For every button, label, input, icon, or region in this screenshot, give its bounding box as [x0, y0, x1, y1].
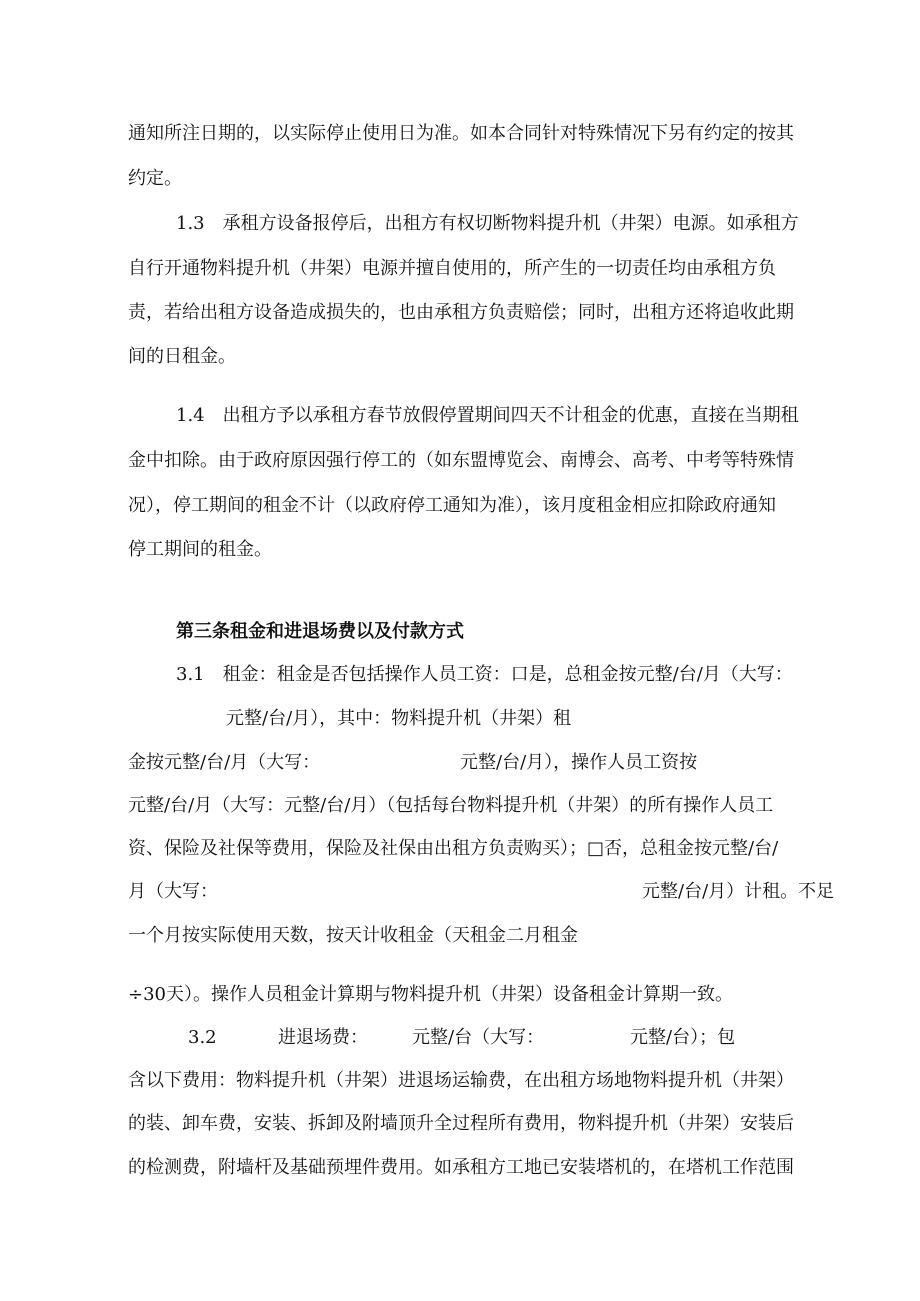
- text-line: 月（大写：: [128, 881, 218, 902]
- text-line: 的装、卸车费，安装、拆卸及附墙顶升全过程所有费用，物料提升机（井架）安装后: [128, 1113, 794, 1134]
- text-line: 通知所注日期的，以实际停止使用日为准。如本合同针对特殊情况下另有约定的按其: [128, 123, 794, 144]
- clause-3-2-label: 进退场费：: [278, 1027, 368, 1048]
- text-line: 停工期间的租金。: [128, 539, 272, 560]
- text-line: ÷30天）。操作人员租金计算期与物料提升机（井架）设备租金计算期一致。: [128, 984, 733, 1005]
- clause-3-1: 3.1 租金：租金是否包括操作人员工资：口是，总租金按元整/台/月（大写：: [176, 664, 793, 685]
- text-line: 约定。: [128, 168, 182, 189]
- text-line: 自行开通物料提升机（井架）电源并擅自使用的，所产生的一切责任均由承租方负: [128, 258, 776, 279]
- text-line: 况），停工期间的租金不计（以政府停工通知为准），该月度租金相应扣除政府通知: [128, 495, 776, 516]
- text-line: 元整/台/月），其中：物料提升机（井架）租: [226, 708, 572, 729]
- text-line: 责，若给出租方设备造成损失的，也由承租方负责赔偿；同时，出租方还将追收此期: [128, 302, 794, 323]
- text-line: 间的日租金。: [128, 346, 236, 367]
- text-line: 元整/台（大写：: [412, 1027, 545, 1048]
- clause-1-4: 1.4 出租方予以承租方春节放假停置期间四天不计租金的优惠，直接在当期租: [176, 405, 799, 426]
- text-line: 金中扣除。由于政府原因强行停工的（如东盟博览会、南博会、高考、中考等特殊情: [128, 450, 794, 471]
- text-line: 资、保险及社保等费用，保险及社保由出租方负责购买）；□否，总租金按元整/台/: [128, 838, 779, 859]
- text-line: 含以下费用：物料提升机（井架）进退场运输费，在出租方场地物料提升机（井架）: [128, 1070, 794, 1091]
- text-line: 元整/台/月）计租。不足: [642, 881, 835, 902]
- text-line: 元整/台/月），操作人员工资按: [460, 752, 698, 773]
- clause-3-2-number: 3.2: [188, 1027, 217, 1048]
- text-line: 一个月按实际使用天数，按天计收租金（天租金二月租金: [128, 925, 578, 946]
- section-heading: 第三条租金和进退场费以及付款方式: [176, 621, 464, 642]
- text-line: 元整/台）；包: [630, 1027, 736, 1048]
- text-line: 元整/台/月（大写：元整/台/月）（包括每台物料提升机（井架）的所有操作人员工: [128, 795, 774, 816]
- text-line: 金按元整/台/月（大写：: [128, 752, 321, 773]
- text-line: 的检测费，附墙杆及基础预埋件费用。如承租方工地已安装塔机的，在塔机工作范围: [128, 1157, 794, 1178]
- clause-1-3: 1.3 承租方设备报停后，出租方有权切断物料提升机（井架）电源。如承租方: [176, 213, 799, 234]
